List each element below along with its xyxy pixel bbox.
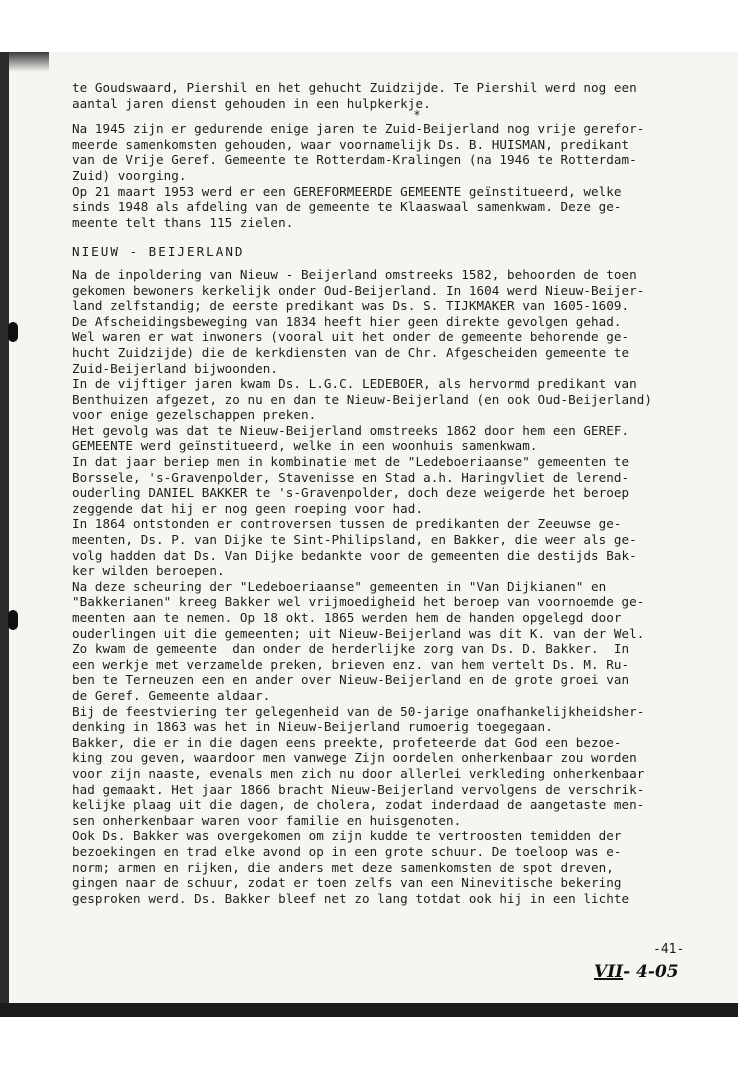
text-line: Op 21 maart 1953 werd er een GEREFORMEERDE GEMEENTE geïnstitueerd, welke [72, 183, 622, 199]
text-line: sinds 1948 als afdeling van de gemeente te Klaaswaal samenkwam. Deze ge- [72, 199, 622, 215]
text-line: In dat jaar beriep men in kombinatie met de "Ledeboeriaanse" gemeenten te [72, 454, 630, 470]
text-line: Zo kwam de gemeente dan onder de herderlijke zorg van Ds. D. Bakker. In [72, 641, 630, 657]
text-line: van de Vrije Geref. Gemeente te Rotterdam-Kralingen (na 1946 te Rotterdam- [72, 152, 637, 168]
text-line: Bakker, die er in die dagen eens preekte, profeteerde dat God een bezoe- [72, 734, 622, 750]
text-line: denking in 1863 was het in Nieuw-Beijerland rumoerig toegegaan. [72, 719, 553, 735]
archive-code-rest: - 4-05 [623, 962, 679, 982]
text-line: Zuid) voorging. [72, 167, 187, 183]
text-line: ker wilden beroepen. [72, 563, 225, 579]
text-line: Bij de feestviering ter gelegenheid van de 50-jarige onafhankelijkheidsher- [72, 703, 645, 719]
page-corner-shadow [9, 52, 49, 72]
text-line: GEMEENTE werd geïnstitueerd, welke in een woonhuis samenkwam. [72, 438, 538, 454]
archive-code [594, 962, 679, 982]
text-line: meenten aan te nemen. Op 18 okt. 1865 werden hem de handen opgelegd door [72, 610, 622, 625]
text-line: In de vijftiger jaren kwam Ds. L.G.C. LEDEBOER, als hervormd predikant van [72, 376, 637, 392]
text-line: meente telt thans 115 zielen. [72, 214, 294, 230]
scan-bottom-band [0, 1003, 738, 1017]
text-line: een werkje met verzamelde preken, brieven enz. van hem vertelt Ds. M. Ru- [72, 656, 630, 672]
text-line: ouderling DANIEL BAKKER te 's-Gravenpolder, doch deze weigerde het beroep [72, 485, 630, 501]
paragraph-zuid-beijerland [72, 121, 722, 230]
section-heading: NIEUW - BEIJERLAND [72, 244, 245, 260]
text-line: te Goudswaard, Piershil en het gehucht Zuidzijde. Te Piershil werd nog een [72, 80, 637, 95]
text-line: norm; armen en rijken, die anders met deze samenkomsten de spot dreven, [72, 859, 614, 875]
text-line: Borssele, 's-Gravenpolder, Stavenisse en Stad a.h. Haringvliet de lerend- [72, 469, 630, 485]
text-line: ouderlingen uit die gemeenten; uit Nieuw-Beijerland was dit K. van der Wel. [72, 625, 645, 641]
text-line: bezoekingen en trad elke avond op in een grote schuur. De toeloop was e- [72, 843, 622, 859]
text-line: Na de inpoldering van Nieuw - Beijerland omstreeks 1582, behoorden de toen [72, 266, 637, 282]
text-line: meenten, Ds. P. van Dijke te Sint-Philipsland, en Bakker, die weer als ge- [72, 532, 637, 548]
text-line: land zelfstandig; de eerste predikant was Ds. S. TIJKMAKER van 1605-1609. [72, 298, 630, 314]
text-line: volg hadden dat Ds. Van Dijke bedankte voor de gemeenten die destijds Bak- [72, 547, 637, 563]
text-line: kelijke plaag uit die dagen, de cholera, zodat inderdaad de aangetaste men- [72, 797, 645, 813]
text-line: De Afscheidingsbeweging van 1834 heeft hier geen direkte gevolgen gehad. [72, 313, 622, 329]
text-line: gingen naar de schuur, zodat er toen zelfs van een Ninevitische bekering [72, 875, 622, 891]
text-line: voor zijn naaste, evenals men zich nu door allerlei verkleding onherkenbaar [72, 765, 645, 781]
text-line: gesproken werd. Ds. Bakker bleef net zo lang totdat ook hij in een lichte [72, 890, 630, 906]
text-line: king zou geven, waardoor men vanwege Zijn oordelen onherkenbaar zou worden [72, 750, 637, 766]
text-line: Na deze scheuring der "Ledeboeriaanse" gemeenten in "Van Dijkianen" en [72, 578, 607, 594]
page-number: -41- [653, 942, 685, 957]
text-line: aantal jaren dienst gehouden in een hulpkerkje. [72, 95, 431, 111]
text-line: had gemaakt. Het jaar 1866 bracht Nieuw-Beijerland vervolgens de verschrik- [72, 781, 645, 797]
separator-mark: * [413, 108, 421, 123]
text-line: gekomen bewoners kerkelijk onder Oud-Beijerland. In 1604 werd Nieuw-Beijer- [72, 282, 645, 298]
archive-code-roman: VII [594, 962, 624, 982]
text-line: zeggende dat hij er nog geen roeping voor had. [72, 500, 424, 516]
text-line: sen onherkenbaar waren voor familie en huisgenoten. [72, 812, 462, 828]
text-line: Zuid-Beijerland bijwoonden. [72, 360, 279, 376]
text-line: de Geref. Gemeente aldaar. [72, 687, 271, 703]
punch-hole-lower [8, 610, 18, 630]
section-body [72, 267, 722, 906]
text-line: ben te Terneuzen een en ander over Nieuw-Beijerland en de grote groei van [72, 672, 630, 688]
text-line: In 1864 ontstonden er controversen tussen de predikanten der Zeeuwse ge- [72, 516, 622, 532]
text-line: Wel waren er wat inwoners (vooral uit het onder de gemeente behorende ge- [72, 329, 630, 345]
binding-edge [0, 52, 9, 1016]
text-line: Na 1945 zijn er gedurende enige jaren te Zuid-Beijerland nog vrije gerefor- [72, 121, 645, 137]
paragraph-goudswaard [72, 80, 722, 111]
text-line: "Bakkerianen" kreeg Bakker wel vrijmoedigheid het beroep van voornoemde ge- [72, 594, 645, 610]
punch-hole-upper [8, 322, 18, 342]
text-line: Benthuizen afgezet, zo nu en dan te Nieuw-Beijerland (en ook Oud-Beijerland) [72, 391, 653, 407]
text-line: hucht Zuidzijde) die de kerkdiensten van de Chr. Afgescheiden gemeente te [72, 344, 630, 360]
text-line: meerde samenkomsten gehouden, waar voornamelijk Ds. B. HUISMAN, predikant [72, 136, 630, 152]
text-line: voor enige gezelschappen preken. [72, 407, 317, 423]
text-line: Het gevolg was dat te Nieuw-Beijerland omstreeks 1862 door hem een GEREF. [72, 422, 630, 438]
typed-text [72, 80, 722, 906]
text-line: Ook Ds. Bakker was overgekomen om zijn kudde te vertroosten temidden der [72, 828, 622, 844]
